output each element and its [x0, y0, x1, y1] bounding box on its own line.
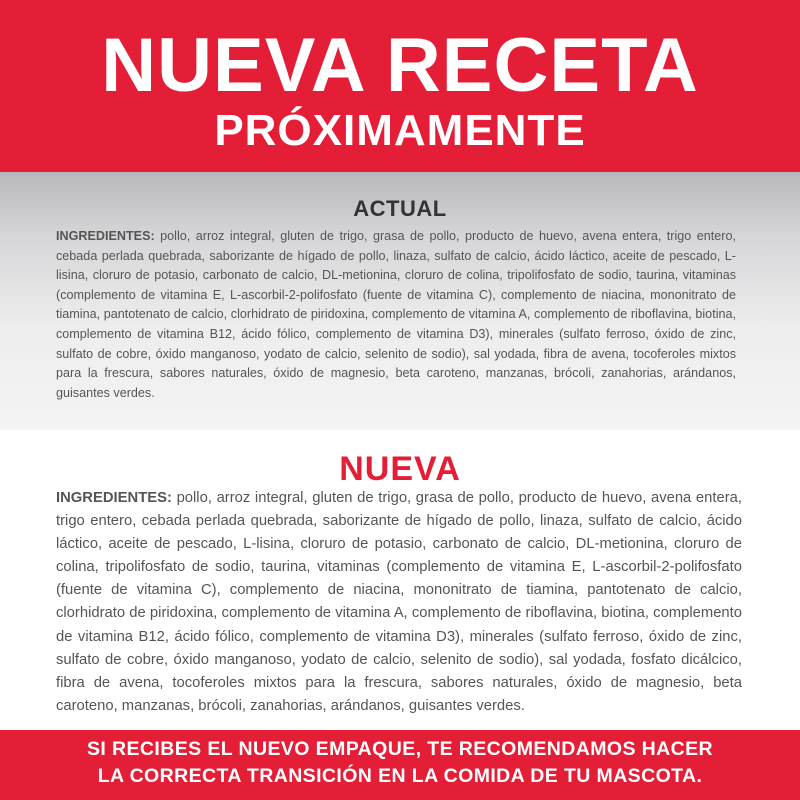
current-ingredients-text: pollo, arroz integral, gluten de trigo, grasa de pollo, producto de huevo, avena entera, trigo entero, cebada perlada quebrada, saborizante de hígado de pollo, linaza, sulfato de calcio, ácido láctico, aceite de pescado, L-lisina, cloruro de potasio, carbonato de calcio, DL-metionina, cloruro de colina, tripolifosfato de sodio, taurina, vitaminas (complemento de vitamina E, L-ascorbil-2-polifosfato (fuente de vitamina C), complemento de niacina, mononitrato de tiamina, pantotenato de calcio, clorhidrato de piridoxina, complemento de vitamina A, complemento de riboflavina, biotina, complemento de vitamina B12, ácido fólico, complemento de vitamina D3), minerales (sulfato ferroso, óxido de zinc, sulfato de cobre, óxido manganoso, yodato de calcio, selenito de sodio), sal yodada, fibra de avena, tocoferoles mixtos para la frescura, sabores naturales, óxido de magnesio, beta caroteno, manzanas, brócoli, zanahorias, arándanos, guisantes verdes. — [56, 229, 736, 400]
current-ingredients-label: INGREDIENTES: — [56, 229, 155, 243]
current-ingredients — [56, 227, 736, 403]
new-recipe-section — [0, 430, 800, 730]
page-title: NUEVA RECETA — [101, 23, 699, 108]
footer-line-2: LA CORRECTA TRANSICIÓN EN LA COMIDA DE TU MASCOTA. — [97, 765, 703, 787]
header-banner — [0, 0, 800, 172]
new-ingredients — [56, 487, 742, 718]
page-subtitle: PRÓXIMAMENTE — [214, 106, 586, 155]
footer-banner — [0, 730, 800, 800]
new-heading: NUEVA — [339, 450, 461, 488]
new-ingredients-label: INGREDIENTES: — [56, 490, 172, 506]
new-ingredients-text: pollo, arroz integral, gluten de trigo, grasa de pollo, producto de huevo, avena entera, trigo entero, cebada perlada quebrada, saborizante de hígado de pollo, linaza, sulfato de calcio, ácido láctico, aceite de pescado, L-lisina, cloruro de potasio, carbonato de calcio, DL-metionina, cloruro de colina, tripolifosfato de sodio, taurina, vitaminas (complemento de vitamina E, L-ascorbil-2-polifosfato (fuente de vitamina C), complemento de niacina, mononitrato de tiamina, pantotenato de calcio, clorhidrato de piridoxina, complemento de vitamina A, complemento de riboflavina, biotina, complemento de vitamina B12, ácido fólico, complemento de vitamina D3), minerales (sulfato ferroso, óxido de zinc, sulfato de cobre, óxido manganoso, yodato de calcio, selenito de sodio), sal yodada, fosfato dicálcico, fibra de avena, tocoferoles mixtos para la frescura, sabores naturales, óxido de magnesio, beta caroteno, manzanas, brócoli, zanahorias, arándanos, guisantes verdes. — [56, 490, 742, 714]
current-heading: ACTUAL — [353, 196, 447, 221]
current-recipe-section — [0, 172, 800, 430]
footer-line-1: SI RECIBES EL NUEVO EMPAQUE, TE RECOMENDAMOS HACER — [86, 738, 713, 760]
